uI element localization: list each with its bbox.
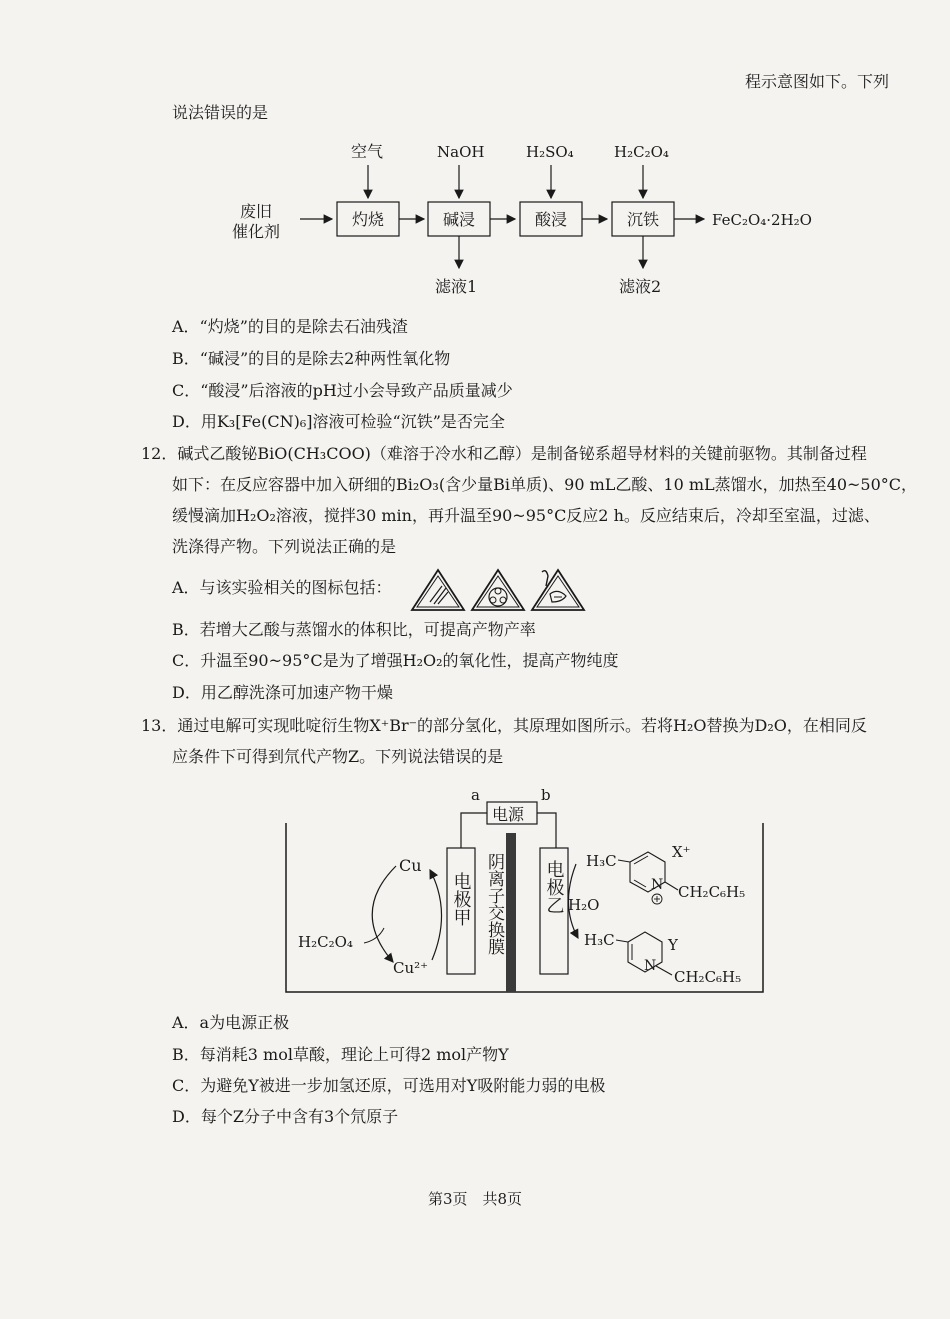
q11-option-d: D．用K₃[Fe(CN)₆]溶液可检验“沉铁”是否完全 [172, 412, 505, 431]
x-methyl: H₃C [586, 852, 617, 870]
x-label: X⁺ [672, 843, 691, 861]
q12-line-3: 缓慢滴加H₂O₂溶液，搅拌30 min，再升温至90~95°C反应2 h。反应结束后，冷却至室温，过滤、 [172, 506, 880, 525]
q12-icons [408, 566, 588, 614]
q12-line-2: 如下：在反应容器中加入研细的Bi₂O₃(含少量Bi单质)、90 mL乙酸、10 mL蒸馏水，加热至40~50°C， [172, 475, 918, 494]
hot-surface-icon [412, 570, 464, 610]
terminal-b: b [541, 786, 551, 804]
membrane-label: 阴离子交换膜 [484, 853, 504, 955]
flow-start-line1: 废旧 [240, 202, 273, 221]
power-label: 电源 [492, 805, 525, 824]
flow-step-2: 碱浸 [443, 210, 476, 229]
q11-stem: 说法错误的是 [172, 103, 269, 122]
flow-start-line2: 催化剂 [232, 222, 281, 241]
flow-output-2: 滤液2 [619, 277, 662, 296]
q12-option-c: C．升温至90~95°C是为了增强H₂O₂的氧化性，提高产物纯度 [172, 651, 619, 670]
q12-option-b: B．若增大乙酸与蒸馏水的体积比，可提高产物产率 [172, 620, 536, 639]
electrode-left-label: 电极甲 [450, 872, 472, 926]
q12-line-4: 洗涤得产物。下列说法正确的是 [172, 537, 397, 556]
flow-input-3: H₂SO₄ [526, 143, 574, 161]
cu2-label: Cu²⁺ [393, 959, 429, 977]
q13-option-c: C．为避免Y被进一步加氢还原，可选用对Y吸附能力弱的电极 [172, 1076, 606, 1095]
y-label: Y [668, 936, 678, 954]
water-label: H₂O [568, 896, 600, 914]
flow-step-3: 酸浸 [535, 210, 568, 229]
q13-electrolysis-diagram [0, 780, 950, 1010]
electrode-right-label: 电极乙 [543, 860, 565, 914]
q13-option-b: B．每消耗3 mol草酸，理论上可得2 mol产物Y [172, 1045, 509, 1064]
q11-option-c: C．“酸浸”后溶液的pH过小会导致产品质量减少 [172, 381, 513, 400]
q13-option-a: A．a为电源正极 [172, 1013, 290, 1032]
terminal-a: a [471, 786, 480, 804]
flow-product: FeC₂O₄·2H₂O [712, 211, 812, 229]
q11-option-a: A．“灼烧”的目的是除去石油残渣 [172, 317, 408, 336]
flow-input-4: H₂C₂O₄ [614, 143, 669, 161]
hand-washing-icon [532, 570, 584, 610]
q13-line-1: 13．通过电解可实现吡啶衍生物X⁺Br⁻的部分氢化，其原理如图所示。若将H₂O替换为D₂O，在相同反 [141, 716, 867, 735]
q12-option-a: A．与该实验相关的图标包括： [172, 578, 392, 597]
y-nitrogen: N [644, 958, 657, 974]
x-benzyl: CH₂C₆H₅ [678, 883, 746, 901]
q13-option-d: D．每个Z分子中含有3个氘原子 [172, 1107, 399, 1126]
q11-option-b: B．“碱浸”的目的是除去2种两性氧化物 [172, 349, 451, 368]
q12-option-d: D．用乙醇洗涤可加速产物干燥 [172, 683, 393, 702]
page-footer: 第3页 共8页 [427, 1190, 523, 1208]
flow-output-1: 滤液1 [435, 277, 478, 296]
y-benzyl: CH₂C₆H₅ [674, 968, 742, 986]
flow-input-2: NaOH [437, 143, 485, 161]
y-methyl: H₃C [584, 931, 615, 949]
flow-input-1: 空气 [351, 142, 384, 161]
x-nitrogen: N [651, 877, 664, 893]
q12-line-1: 12．碱式乙酸铋BiO(CH₃COO)（难溶于冷水和乙醇）是制备铋系超导材料的关键前驱物。其制备过程 [141, 444, 867, 463]
oxalic-label: H₂C₂O₄ [298, 933, 353, 951]
ventilation-fan-icon [472, 570, 524, 610]
membrane-bar [506, 833, 516, 992]
flow-step-1: 灼烧 [352, 210, 385, 229]
cu-label: Cu [399, 856, 422, 875]
page-header: 程示意图如下。下列 [745, 72, 890, 91]
flow-step-4: 沉铁 [627, 210, 660, 229]
q13-line-2: 应条件下可得到氘代产物Z。下列说法错误的是 [172, 747, 504, 766]
